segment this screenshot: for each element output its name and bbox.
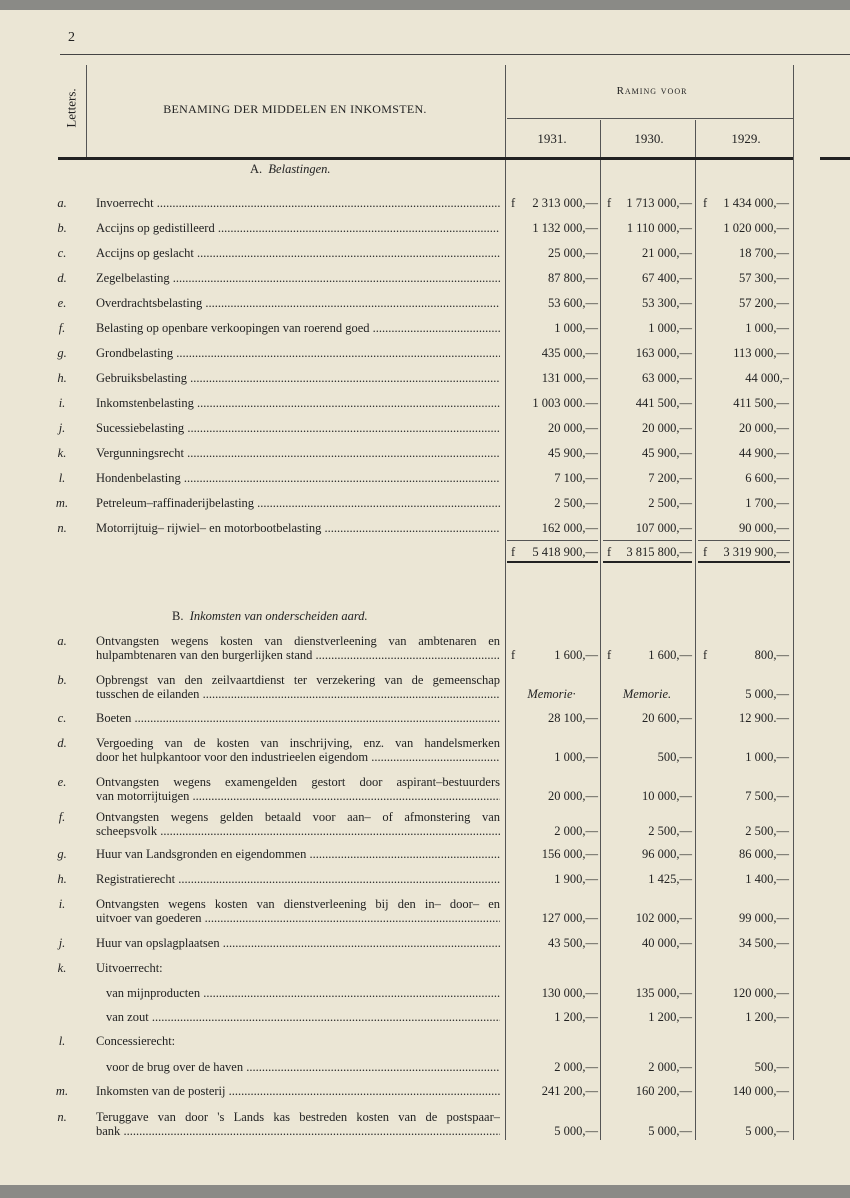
total-rule-3 xyxy=(698,540,790,541)
row-description xyxy=(96,346,500,360)
description-text: Huur van opslagplaatsen xyxy=(96,936,220,950)
row-letter: n. xyxy=(57,521,67,535)
description-text: Vergunningsrecht xyxy=(96,446,184,460)
description-text: Ontvangsten wegens kosten van dienstverleening bij den in– door– en xyxy=(96,897,500,911)
header-thick-rule xyxy=(58,157,793,160)
value-1930: 1 425,— xyxy=(648,872,692,886)
value-1931: 25 000,— xyxy=(548,246,598,260)
value-1931: 1 000,— xyxy=(554,321,598,335)
currency-symbol: f xyxy=(607,648,612,662)
letters-label: Letters. xyxy=(64,88,79,128)
row-letter: e. xyxy=(57,775,67,789)
value-1930: 20 600,— xyxy=(642,711,692,725)
value-1931: 1 200,— xyxy=(554,1010,598,1024)
description-text: Huur van Landsgronden en eigendommen xyxy=(96,847,307,861)
value-1931: 241 200,— xyxy=(541,1084,598,1098)
page-number: 2 xyxy=(68,30,75,45)
raming-rule xyxy=(507,118,793,119)
col-divider-3 xyxy=(695,120,696,1140)
value-1929: 120 000,— xyxy=(732,986,789,1000)
value-1929: 86 000,— xyxy=(739,847,789,861)
year-1929: 1929. xyxy=(731,131,761,146)
row-letter: h. xyxy=(57,872,67,886)
row-description xyxy=(96,775,500,803)
value-1930: 163 000,— xyxy=(635,346,692,360)
row-description xyxy=(96,847,500,861)
row-letter: g. xyxy=(57,847,67,861)
value-1929: 140 000,— xyxy=(732,1084,789,1098)
value-1931: 1 132 000,— xyxy=(532,221,598,235)
row-description xyxy=(96,897,500,925)
value-1931: 2 500,— xyxy=(554,496,598,510)
row-description xyxy=(96,196,500,210)
value-1931: 156 000,— xyxy=(541,847,598,861)
currency-symbol: f xyxy=(511,196,516,210)
value-1929: 1 020 000,— xyxy=(723,221,789,235)
description-text: Registratierecht xyxy=(96,872,176,886)
value-1931: 1 600,— xyxy=(554,648,598,662)
value-1930: 96 000,— xyxy=(642,847,692,861)
year-1930: 1930. xyxy=(634,131,664,146)
description-text: Inkomsten van de posterij xyxy=(96,1084,226,1098)
description-text: Grondbelasting xyxy=(96,346,174,360)
value-1930: 63 000,— xyxy=(642,371,692,385)
row-description xyxy=(96,321,500,335)
row-description xyxy=(96,496,500,510)
row-description xyxy=(96,872,500,886)
row-letter: f. xyxy=(58,810,66,824)
value-1929: 1 000,— xyxy=(745,321,789,335)
description-text: uitvoer van goederen xyxy=(96,911,202,925)
row-letter: c. xyxy=(57,246,67,260)
table-title: BENAMING DER MIDDELEN EN INKOMSTEN. xyxy=(163,102,427,116)
row-description xyxy=(96,736,500,764)
description-text: bank xyxy=(96,1124,121,1138)
currency-symbol: f xyxy=(703,196,708,210)
value-1929: 5 000,— xyxy=(745,687,789,701)
value-1929: 57 200,— xyxy=(739,296,789,310)
document-page xyxy=(0,10,850,1185)
section-a-prefix: A. xyxy=(250,162,263,176)
description-text: Opbrengst van den zeilvaartdienst ter verzekering van de gemeenschap xyxy=(96,673,500,687)
row-description xyxy=(96,936,500,950)
row-description xyxy=(106,1060,500,1074)
description-text: Accijns op gedistilleerd xyxy=(96,221,215,235)
value-1929: 44 900,— xyxy=(739,446,789,460)
total-1930: 3 815 800,— xyxy=(626,545,692,559)
value-1930: 45 900,— xyxy=(642,446,692,460)
description-text: Teruggave van door 's Lands kas bestreden kosten van de postspaar– xyxy=(96,1110,500,1124)
description-text: Zegelbelasting xyxy=(96,271,170,285)
year-1931: 1931. xyxy=(537,131,567,146)
description-text: Hondenbelasting xyxy=(96,471,181,485)
value-1930: 20 000,— xyxy=(642,421,692,435)
value-1931: 20 000,— xyxy=(548,789,598,803)
value-1929: 34 500,— xyxy=(739,936,789,950)
value-1929: 800,— xyxy=(754,648,789,662)
row-description xyxy=(96,634,500,662)
value-1929: 1 200,— xyxy=(745,1010,789,1024)
row-letter: j. xyxy=(58,421,66,435)
row-letter: m. xyxy=(55,496,69,510)
value-1931: 7 100,— xyxy=(554,471,598,485)
row-description xyxy=(96,521,500,535)
value-1930: 441 500,— xyxy=(635,396,692,410)
currency-symbol: f xyxy=(607,196,612,210)
description-text: van mijnproducten xyxy=(106,986,201,1000)
row-description xyxy=(96,246,500,260)
row-description xyxy=(106,986,500,1000)
header-thick-rule-right xyxy=(820,157,850,160)
value-1929: 57 300,— xyxy=(739,271,789,285)
value-1931: 2 000,— xyxy=(554,1060,598,1074)
value-1931: 1 003 000.— xyxy=(532,396,598,410)
description-text: Ontvangsten wegens examengelden gestort door aspirant–bestuurders xyxy=(96,775,500,789)
value-1931: 2 313 000,— xyxy=(532,196,598,210)
description-text: Concessierecht: xyxy=(96,1034,176,1048)
raming-header: Raming voor xyxy=(616,85,688,97)
value-1929: 7 500,— xyxy=(745,789,789,803)
value-1930: 107 000,— xyxy=(635,521,692,535)
value-1930: 1 110 000,— xyxy=(626,221,692,235)
total-currency-2: f xyxy=(607,545,612,559)
row-letter: h. xyxy=(57,371,67,385)
row-letter: l. xyxy=(58,1034,66,1048)
value-1931: 127 000,— xyxy=(541,911,598,925)
row-letter: n. xyxy=(57,1110,67,1124)
value-1930: 1 600,— xyxy=(648,648,692,662)
row-description xyxy=(106,1010,500,1024)
description-text: tusschen de eilanden xyxy=(96,687,200,701)
row-letter: j. xyxy=(58,936,66,950)
value-1930: 67 400,— xyxy=(642,271,692,285)
row-description xyxy=(96,1084,500,1098)
row-description xyxy=(96,371,500,385)
row-letter: e. xyxy=(57,296,67,310)
value-1930: 53 300,— xyxy=(642,296,692,310)
value-1930: 1 000,— xyxy=(648,321,692,335)
value-1930: 21 000,— xyxy=(642,246,692,260)
value-1931: 131 000,— xyxy=(541,371,598,385)
row-letter: a. xyxy=(57,196,67,210)
total-double-rule-1 xyxy=(507,561,598,563)
value-1929: 20 000,— xyxy=(739,421,789,435)
value-1929: 113 000,— xyxy=(733,346,789,360)
row-letter: a. xyxy=(57,634,67,648)
description-text: Petreleum–raffinaderijbelasting xyxy=(96,496,255,510)
value-1929: 44 000,– xyxy=(745,371,789,385)
value-1930: 1 200,— xyxy=(648,1010,692,1024)
row-letter: m. xyxy=(55,1084,69,1098)
value-1930: 10 000,— xyxy=(642,789,692,803)
value-1931: 53 600,— xyxy=(548,296,598,310)
value-1930: 135 000,— xyxy=(635,986,692,1000)
description-text: Belasting op openbare verkoopingen van roerend goed xyxy=(96,321,370,335)
description-text: Gebruiksbelasting xyxy=(96,371,187,385)
value-1929: 1 000,— xyxy=(745,750,789,764)
total-rule-2 xyxy=(603,540,692,541)
row-description xyxy=(96,961,500,975)
value-1931: 5 000,— xyxy=(554,1124,598,1138)
description-text: door het hulpkantoor voor den industrieelen eigendom xyxy=(96,750,369,764)
row-description xyxy=(96,296,500,310)
total-1931: 5 418 900,— xyxy=(532,545,598,559)
description-text: Invoerrecht xyxy=(96,196,154,210)
value-1929: 18 700,— xyxy=(739,246,789,260)
col-divider-4 xyxy=(793,65,794,1140)
value-1930: 500,— xyxy=(657,750,692,764)
row-letter: f. xyxy=(58,321,66,335)
total-double-rule-2 xyxy=(603,561,692,563)
row-letter: c. xyxy=(57,711,67,725)
value-1930: 40 000,— xyxy=(642,936,692,950)
description-text: scheepsvolk xyxy=(96,824,158,838)
row-letter: b. xyxy=(57,221,67,235)
total-currency-1: f xyxy=(511,545,516,559)
value-1929: 90 000,— xyxy=(739,521,789,535)
value-1930: 2 500,— xyxy=(648,824,692,838)
value-1929: 99 000,— xyxy=(739,911,789,925)
value-1930: 1 713 000,— xyxy=(626,196,692,210)
description-text: Uitvoerrecht: xyxy=(96,961,163,975)
description-text: van motorrijtuigen xyxy=(96,789,190,803)
row-description xyxy=(96,471,500,485)
row-description xyxy=(96,673,500,701)
description-text: Overdrachtsbelasting xyxy=(96,296,203,310)
row-letter: i. xyxy=(58,897,66,911)
currency-symbol: f xyxy=(703,648,708,662)
description-text: Inkomstenbelasting xyxy=(96,396,194,410)
row-description xyxy=(96,421,500,435)
header-divider xyxy=(86,65,87,160)
value-1931: 1 000,— xyxy=(554,750,598,764)
section-b-heading xyxy=(172,609,368,624)
value-1929: 12 900.— xyxy=(739,711,789,725)
section-b-title: Inkomsten van onderscheiden aard. xyxy=(189,609,368,623)
value-1930: 2 500,— xyxy=(648,496,692,510)
value-1930: 7 200,— xyxy=(648,471,692,485)
value-1930: 2 000,— xyxy=(648,1060,692,1074)
value-1929: 5 000,— xyxy=(745,1124,789,1138)
value-1929: 500,— xyxy=(754,1060,789,1074)
value-1930: 102 000,— xyxy=(635,911,692,925)
row-description xyxy=(96,271,500,285)
value-1929: 1 434 000,— xyxy=(723,196,789,210)
value-1931: 87 800,— xyxy=(548,271,598,285)
row-letter: g. xyxy=(57,346,67,360)
value-1931: 435 000,— xyxy=(541,346,598,360)
row-letter: b. xyxy=(57,673,67,687)
row-description xyxy=(96,810,500,838)
row-letter: k. xyxy=(57,961,67,975)
row-letter: k. xyxy=(57,446,67,460)
description-text: van zout xyxy=(106,1010,149,1024)
value-1931: 162 000,— xyxy=(541,521,598,535)
total-rule-1 xyxy=(507,540,598,541)
row-description xyxy=(96,1110,500,1138)
description-text: Sucessiebelasting xyxy=(96,421,185,435)
value-1929: 2 500,— xyxy=(745,824,789,838)
description-text: Accijns op geslacht xyxy=(96,246,194,260)
total-double-rule-3 xyxy=(698,561,790,563)
currency-symbol: f xyxy=(511,648,516,662)
total-1929: 3 319 900,— xyxy=(723,545,789,559)
value-1930: 160 200,— xyxy=(635,1084,692,1098)
section-a-title: Belastingen. xyxy=(268,162,331,176)
section-b-prefix: B. xyxy=(172,609,184,623)
row-letter: d. xyxy=(57,271,67,285)
top-rule xyxy=(60,54,850,55)
row-description xyxy=(96,711,500,725)
value-1929: 6 600,— xyxy=(745,471,789,485)
value-1930: Memorie. xyxy=(622,687,672,701)
value-1930: 5 000,— xyxy=(648,1124,692,1138)
row-letter: i. xyxy=(58,396,66,410)
row-description xyxy=(96,221,500,235)
value-1929: 1 400,— xyxy=(745,872,789,886)
total-currency-3: f xyxy=(703,545,708,559)
row-letter: l. xyxy=(58,471,66,485)
value-1929: 1 700,— xyxy=(745,496,789,510)
description-text: Boeten xyxy=(96,711,132,725)
description-text: hulpambtenaren van den burgerlijken stand xyxy=(96,648,313,662)
row-letter: d. xyxy=(57,736,67,750)
description-text: Motorrijtuig– rijwiel– en motorbootbelasting xyxy=(96,521,322,535)
value-1931: 130 000,— xyxy=(541,986,598,1000)
value-1931: Memorie· xyxy=(527,687,576,701)
value-1931: 45 900,— xyxy=(548,446,598,460)
row-description xyxy=(96,1034,500,1048)
col-divider-2 xyxy=(600,120,601,1140)
value-1931: 1 900,— xyxy=(554,872,598,886)
value-1931: 28 100,— xyxy=(548,711,598,725)
description-text: voor de brug over de haven xyxy=(106,1060,244,1074)
value-1931: 43 500,— xyxy=(548,936,598,950)
value-1929: 411 500,— xyxy=(733,396,789,410)
value-1931: 2 000,— xyxy=(554,824,598,838)
value-1931: 20 000,— xyxy=(548,421,598,435)
description-text: Vergoeding van de kosten van inschrijving, enz. van handelsmerken xyxy=(96,736,500,750)
row-description xyxy=(96,396,500,410)
description-text: Ontvangsten wegens kosten van dienstverleening van ambtenaren en xyxy=(96,634,500,648)
description-text: Ontvangsten wegens gelden betaald voor aan– of afmonstering van xyxy=(96,810,500,824)
section-a-heading xyxy=(250,162,331,177)
row-description xyxy=(96,446,500,460)
